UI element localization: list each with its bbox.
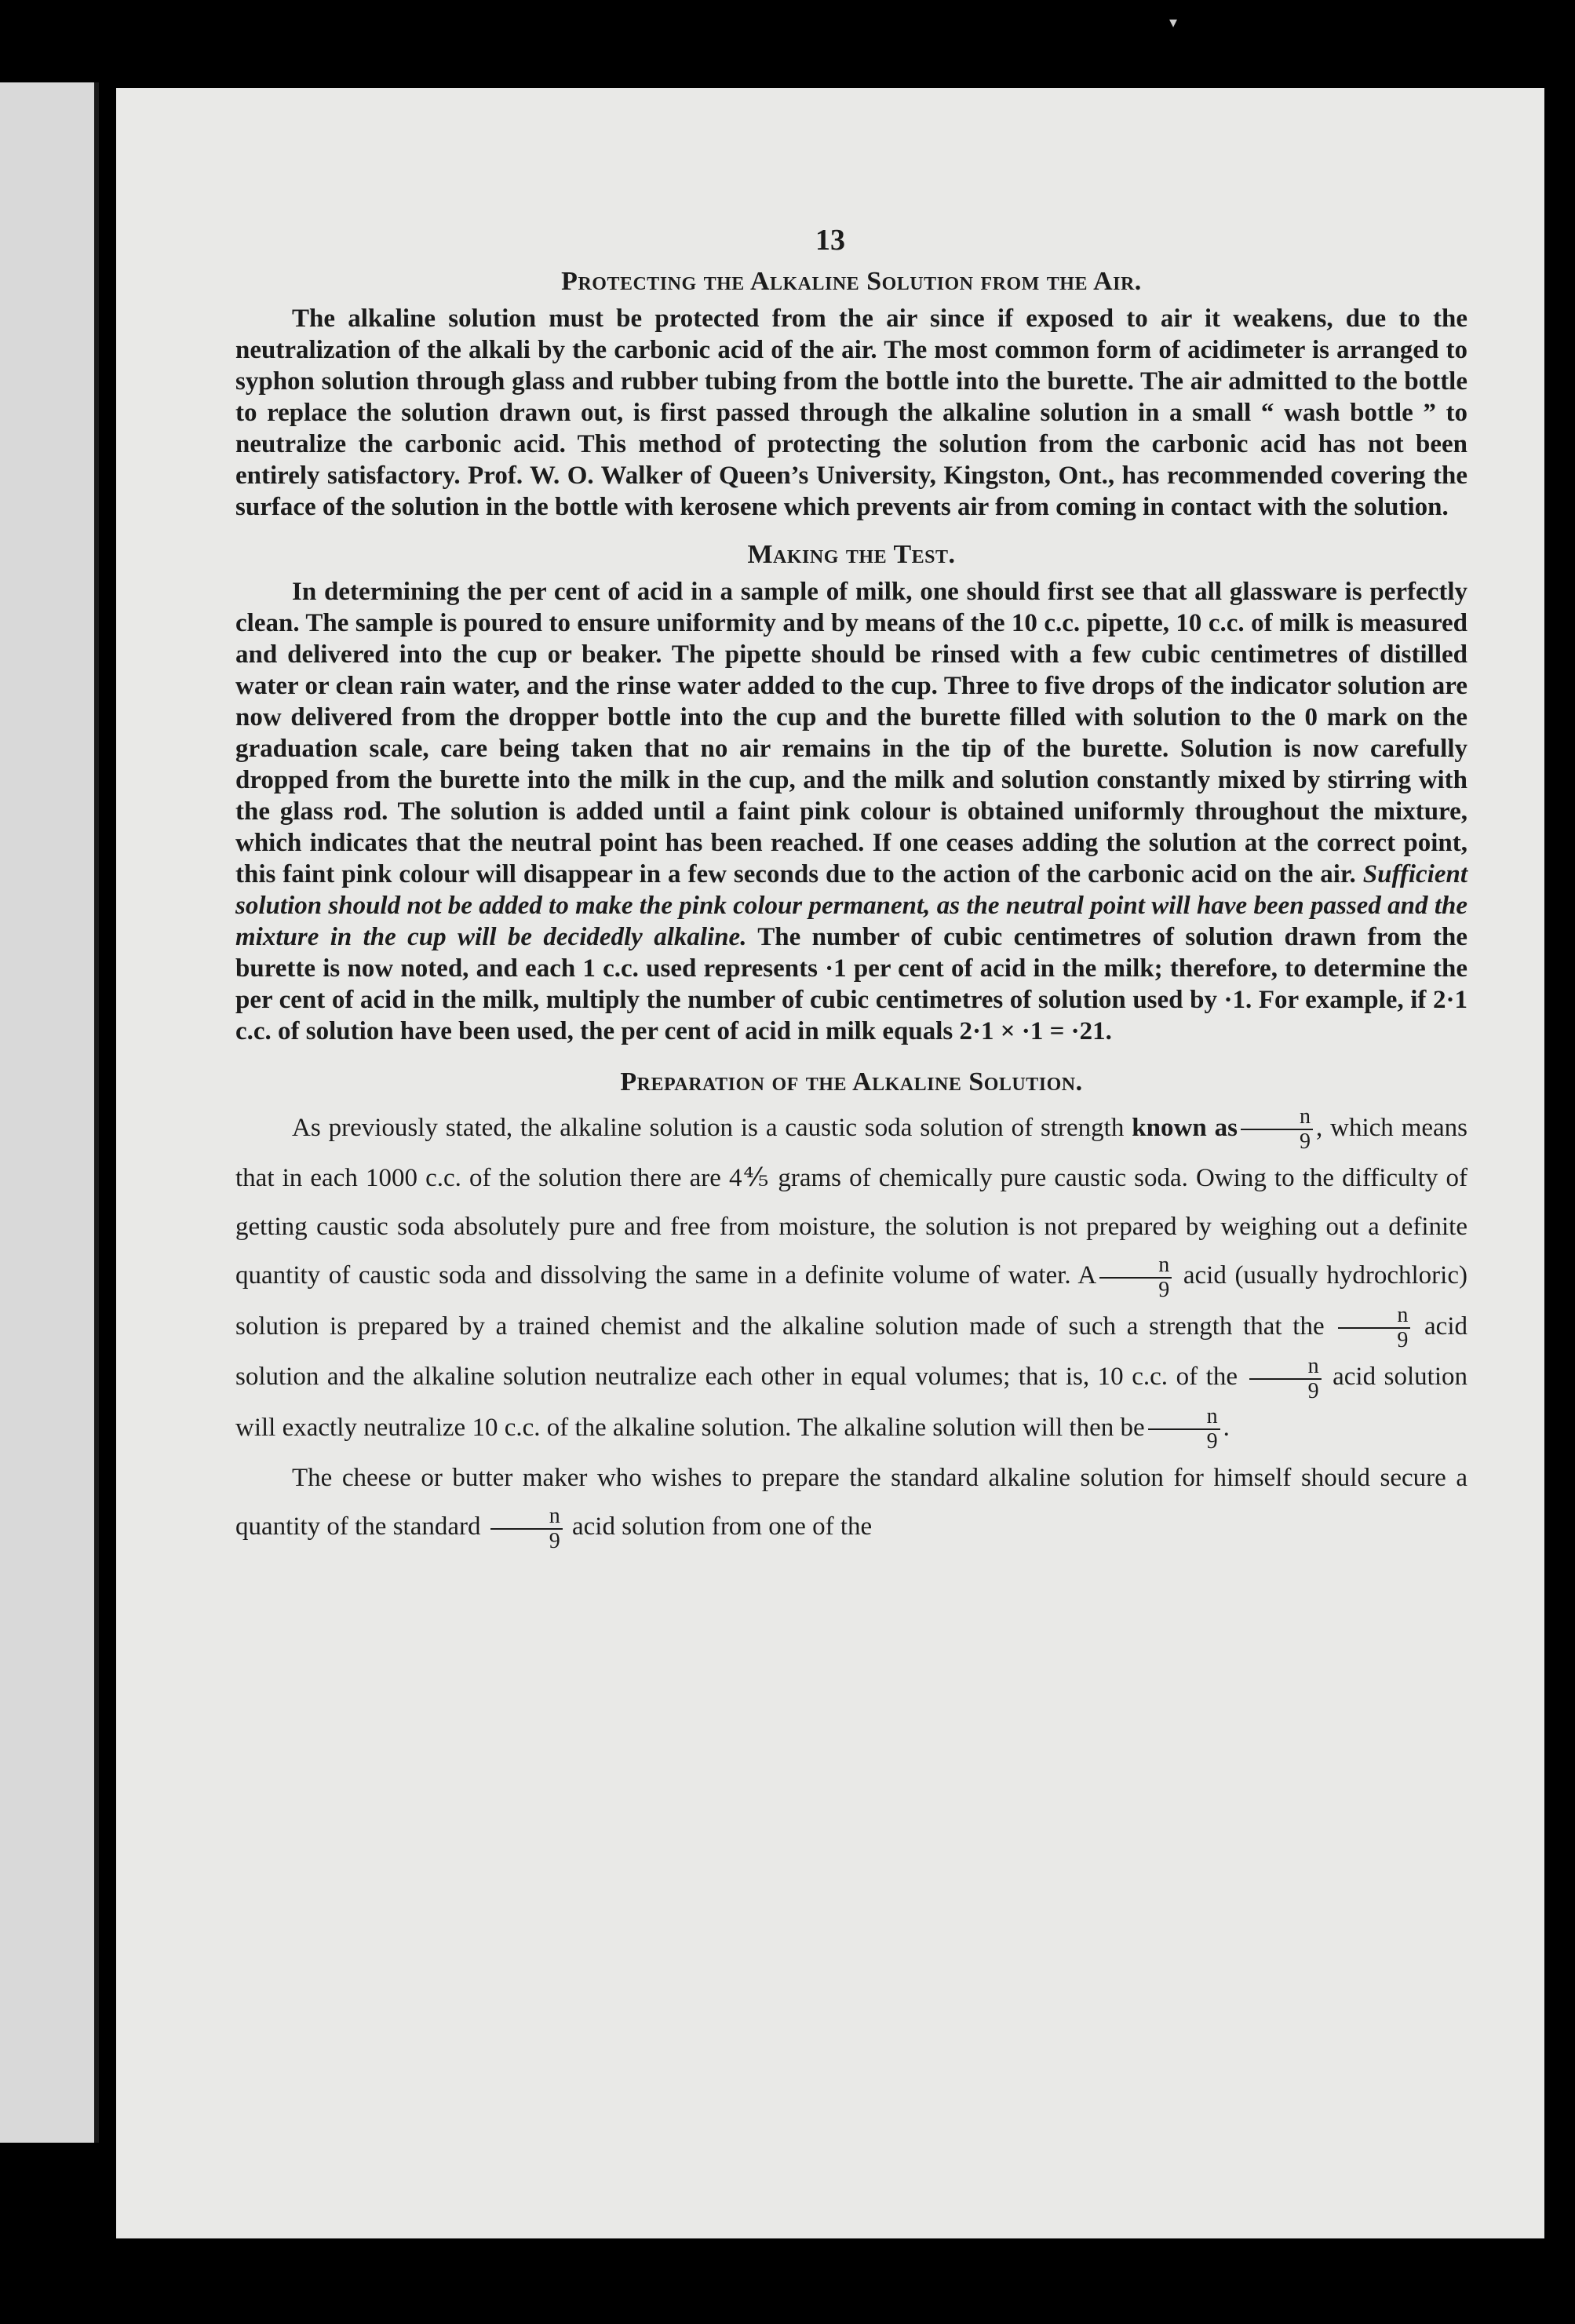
- text-run: In determining the per cent of acid in a sample of milk, one should first see that all glassware is perfectly clean. The sample is poured to ensure uniformity and by means of the 10 c.c. pipette, 10 c.c. of milk is measured and delivered into the cup or beaker. The pipette should be rinsed with a few cubic centimetres of distilled water or clean rain water, and the rinse water added to the cup. Three to five drops of the indicator solution are now delivered from the dropper bottle into the cup and the burette filled with solution to the 0 mark on the graduation scale, care being taken that no air remains in the tip of the burette. Solution is now carefully dropped from the burette into the milk in the cup, and the milk and solution constantly mixed by stirring with the glass rod. The solution is added until a faint pink colour is obtained uniformly throughout the mixture, which indicates that the neutral point has been reached. If one ceases adding the solution at the correct point, this faint pink colour will disappear in a few seconds due to the action of the carbonic acid on the air.: [235, 578, 1467, 888]
- text-run: acid solution and the alkaline solution neutralize each other in equal volumes; that is, 10 c.c. of the: [235, 1312, 1467, 1392]
- text-run: acid solution from one of the: [565, 1512, 873, 1541]
- fraction: [490, 1505, 563, 1553]
- text-run: acid solution will exactly neutralize 10 c.c. of the alkaline solution. The alkaline solution will then be: [235, 1363, 1468, 1442]
- fraction-denominator: 9: [1158, 1277, 1170, 1302]
- text-run: The number of cubic centimetres of solution drawn from the burette is now noted, and each 1 c.c. used represents ·1 per cent of acid in the milk; therefore, to determine the per cent of acid in the milk, multiply the number of cubic centimetres of solution used by ·1. For example, if 2·1 c.c. of solution have been used, the per cent of acid in milk equals 2·1 × ·1 = ·21.: [235, 923, 1468, 1045]
- page-number: 13: [815, 224, 845, 257]
- paragraph-preparation: [235, 1104, 1467, 1454]
- text-run: .: [1223, 1413, 1230, 1442]
- fraction-numerator: n: [1249, 1355, 1322, 1380]
- fraction: [1241, 1105, 1313, 1154]
- paragraph-making-test: [235, 576, 1467, 1047]
- fraction-numerator: n: [1148, 1405, 1220, 1430]
- text-run: As previously stated, the alkaline solution is a caustic soda solution of strength: [292, 1114, 1132, 1142]
- paragraph-protecting: The alkaline solution must be protected from the air since if exposed to air it weakens, due to the neutralization of the alkali by the carbonic acid of the air. The most common form of acidimeter is arranged to syphon solution through glass and rubber tubing from the bottle into the burette. The air admitted to the bottle to replace the solution drawn out, is first passed through the alkaline solution in a small “ wash bottle ” to neutralize the carbonic acid. This method of protecting the solution from the carbonic acid has not been entirely satisfactory. Prof. W. O. Walker of Queen’s University, Kingston, Ont., has recommended covering the surface of the solution in the bottle with kerosene which prevents air from coming in contact with the solution.: [235, 305, 1467, 521]
- fraction-numerator: n: [1099, 1253, 1172, 1279]
- fraction-numerator: n: [1241, 1105, 1313, 1130]
- fraction-denominator: 9: [1397, 1328, 1409, 1353]
- text-run: known as: [1132, 1114, 1238, 1142]
- fraction-numerator: n: [490, 1505, 563, 1530]
- section-heading-preparation: Preparation of the Alkaline Solution.: [620, 1067, 1083, 1096]
- text-run: The cheese or butter maker who wishes to prepare the standard alkaline solution for himself should secure a quantity of the standard: [235, 1464, 1467, 1541]
- text-run: , which means that in each 1000 c.c. of the solution there are 4⅘ grams of chemically pure caustic soda. Owing to the difficulty of getting caustic soda absolutely pure and free from moisture, the solution is not prepared by weighing out a definite quantity of caustic soda and dissolving the same in a definite volume of water. A: [235, 1114, 1468, 1290]
- section-heading-making-test: Making the Test.: [747, 540, 956, 569]
- document-page: [116, 88, 1544, 2238]
- fraction: [1099, 1253, 1172, 1302]
- paragraph-cheese-maker: [235, 1454, 1467, 1552]
- fraction-denominator: 9: [549, 1528, 560, 1553]
- text-run: acid (usually hydrochloric) solution is prepared by a trained chemist and the alkaline solution made of such a strength that the: [235, 1261, 1467, 1341]
- fraction-denominator: 9: [1299, 1129, 1311, 1155]
- fraction-denominator: 9: [1206, 1429, 1218, 1454]
- page-text: [235, 261, 1467, 1553]
- fraction: [1338, 1304, 1410, 1352]
- previous-page-edge: [0, 82, 99, 2143]
- fraction-denominator: 9: [1307, 1378, 1319, 1403]
- italic-warning: Sufficient solution should not be added to make the pink colour permanent, as the neutral point will have been passed and the mixture in the cup will be decidedly alkaline.: [235, 860, 1467, 951]
- fraction: [1249, 1355, 1322, 1403]
- fraction-numerator: n: [1338, 1304, 1410, 1329]
- section-heading-protecting: Protecting the Alkaline Solution from the Air.: [561, 267, 1142, 296]
- scan-mark: ▾: [1169, 14, 1178, 31]
- fraction: [1148, 1405, 1220, 1454]
